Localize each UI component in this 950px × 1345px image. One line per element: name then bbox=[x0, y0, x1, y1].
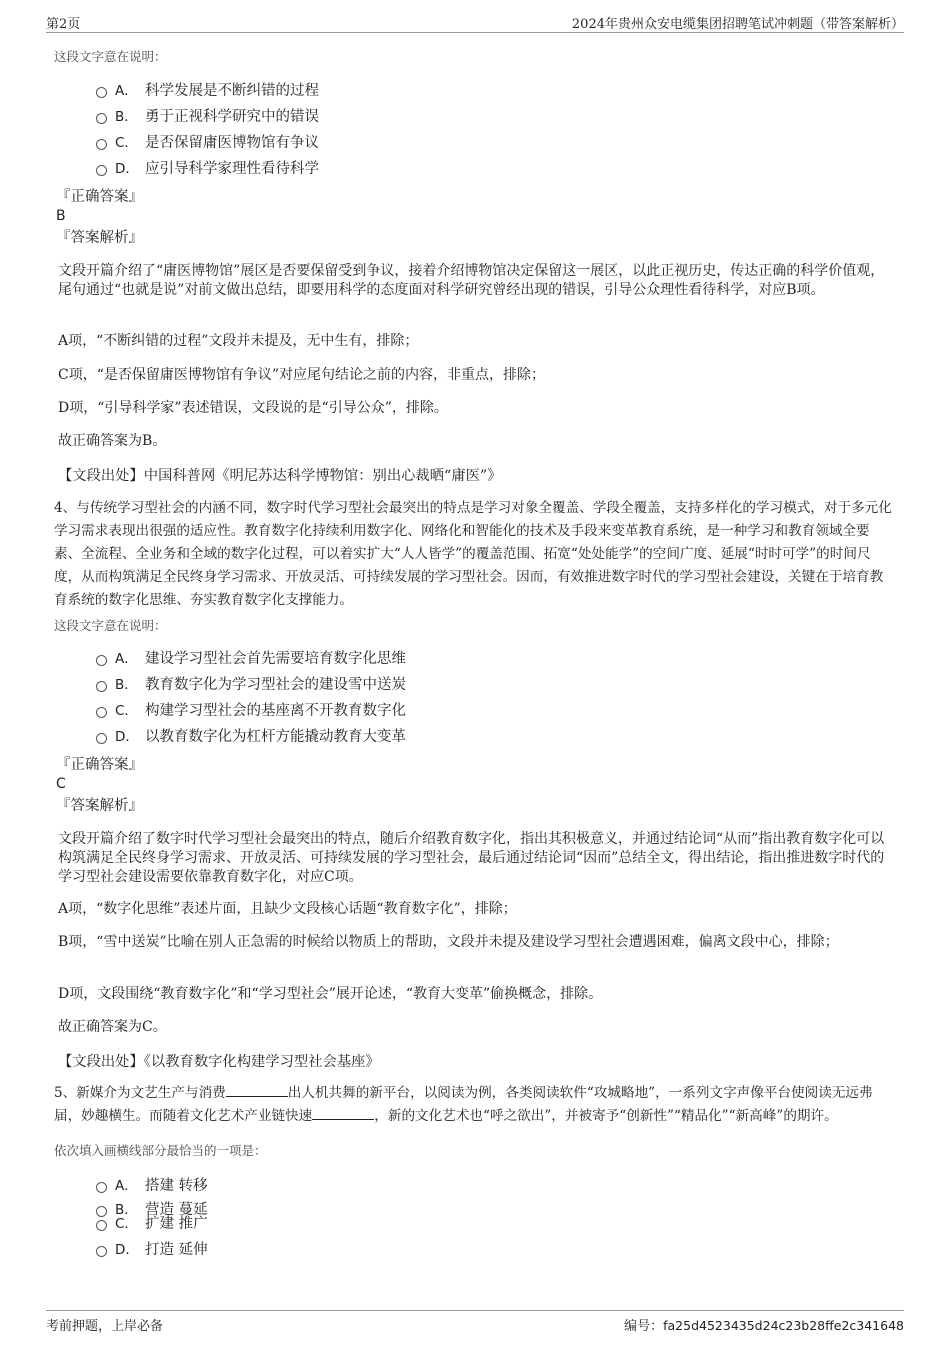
q4-answer: C bbox=[56, 776, 66, 792]
radio-button[interactable] bbox=[96, 165, 107, 176]
q3-source: 【文段出处】中国科普网《明尼苏达科学博物馆：别出心裁晒“庸医”》 bbox=[58, 468, 502, 484]
footer-slogan: 考前押题，上岸必备 bbox=[46, 1319, 164, 1334]
q3-analysis-label: 『答案解析』 bbox=[56, 230, 143, 246]
radio-button[interactable] bbox=[96, 1206, 107, 1217]
page-footer bbox=[46, 1310, 904, 1333]
q4-analysis-text: B项，“雪中送炭”比喻在别人正急需的时候给以物质上的帮助，文段并未提及建设学习型社会遭遇困难，偏离文段中心，排除； bbox=[58, 934, 839, 950]
q3-answer: B bbox=[56, 208, 66, 224]
fill-blank bbox=[226, 1084, 288, 1097]
q3-analysis-text: A项，“不断纠错的过程”文段并未提及，无中生有，排除； bbox=[58, 333, 419, 349]
q4-analysis-text: 文段开篇介绍了数字时代学习型社会最突出的特点，随后介绍教育数字化，指出其积极意义，并通过结论词“从而”指出教育数字化可以构筑满足全民终身学习需求、开放灵活、可持续发展的学习型社会，最后通过结论词“因而”总结全文，得出结论，指出推进数字时代的学习型社会建设需要依靠教育数字化，对应C项。 bbox=[58, 831, 885, 885]
radio-button[interactable] bbox=[96, 1220, 107, 1231]
radio-button[interactable] bbox=[96, 655, 107, 666]
q4-analysis-label: 『答案解析』 bbox=[56, 798, 143, 814]
document-code: 编号：fa25d4523435d24c23b28ffe2c341648 bbox=[624, 1318, 904, 1334]
q4-analysis-text: D项，文段围绕“教育数字化”和“学习型社会”展开论述，“教育大变革”偷换概念，排除。 bbox=[58, 986, 603, 1002]
q4-answer-label: 『正确答案』 bbox=[56, 757, 143, 773]
page-number: 第2页 bbox=[46, 17, 81, 32]
q5-passage: 5、新媒介为文艺生产与消费 出人机共舞的新平台，以阅读为例，各类阅读软件“攻城略地”，一系列文字声像平台使阅读无远弗届，妙趣横生。而随着文化艺术产业链快速 ，新的文化艺术也“呼之欲出”，并被寄予“创新性”“精品化”“新高峰”的期许。 bbox=[54, 1085, 873, 1124]
q4-passage: 4、与传统学习型社会的内涵不同，数字时代学习型社会最突出的特点是学习对象全覆盖、学段全覆盖，支持多样化的学习模式，对于多元化学习需求表现出很强的适应性。教育数字化持续利用数字化、网络化和智能化的技术及手段来变革教育系统，是一种学习和教育领域全要素、全流程、全业务和全域的数字化过程，可以着实扩大“人人皆学”的覆盖范围、拓宽“处处能学”的空间广度、延展“时时可学”的时间尺度，从而构筑满足全民终身学习需求、开放灵活、可持续发展的学习型社会。因而，有效推进数字时代的学习型社会建设，关键在于培育教育系统的数字化思维、夯实教育数字化支撑能力。 bbox=[54, 500, 892, 608]
q4-analysis-text: A项，“数字化思维”表述片面，且缺少文段核心话题“教育数字化”，排除； bbox=[58, 901, 517, 917]
q4-prompt: 这段文字意在说明： bbox=[54, 618, 167, 633]
fill-blank bbox=[312, 1107, 374, 1120]
q5-prompt: 依次填入画横线部分最恰当的一项是： bbox=[54, 1143, 267, 1158]
q4-source: 【文段出处】《以教育数字化构建学习型社会基座》 bbox=[58, 1054, 380, 1070]
q3-prompt: 这段文字意在说明： bbox=[54, 49, 167, 64]
q3-analysis-text: C项，“是否保留庸医博物馆有争议”对应尾句结论之前的内容，非重点，排除； bbox=[58, 367, 546, 383]
document-title: 2024年贵州众安电缆集团招聘笔试冲刺题（带答案解析） bbox=[571, 17, 904, 32]
radio-button[interactable] bbox=[96, 681, 107, 692]
q4-analysis-text: 故正确答案为C。 bbox=[58, 1019, 167, 1035]
q3-analysis-text: 故正确答案为B。 bbox=[58, 433, 167, 449]
q3-analysis-text: 文段开篇介绍了“庸医博物馆”展区是否要保留受到争议，接着介绍博物馆决定保留这一展区，以此正视历史，传达正确的科学价值观，尾句通过“也就是说”对前文做出总结，即要用科学的态度面对科学研究曾经出现的错误，引导公众理性看待科学，对应B项。 bbox=[58, 263, 885, 298]
radio-button[interactable] bbox=[96, 113, 107, 124]
radio-button[interactable] bbox=[96, 1246, 107, 1257]
radio-button[interactable] bbox=[96, 87, 107, 98]
radio-button[interactable] bbox=[96, 733, 107, 744]
radio-button[interactable] bbox=[96, 707, 107, 718]
radio-button[interactable] bbox=[96, 1182, 107, 1193]
q3-answer-label: 『正确答案』 bbox=[56, 189, 143, 205]
page-header bbox=[46, 10, 904, 33]
q3-analysis-text: D项，“引导科学家”表述错误，文段说的是“引导公众”，排除。 bbox=[58, 400, 448, 416]
radio-button[interactable] bbox=[96, 139, 107, 150]
